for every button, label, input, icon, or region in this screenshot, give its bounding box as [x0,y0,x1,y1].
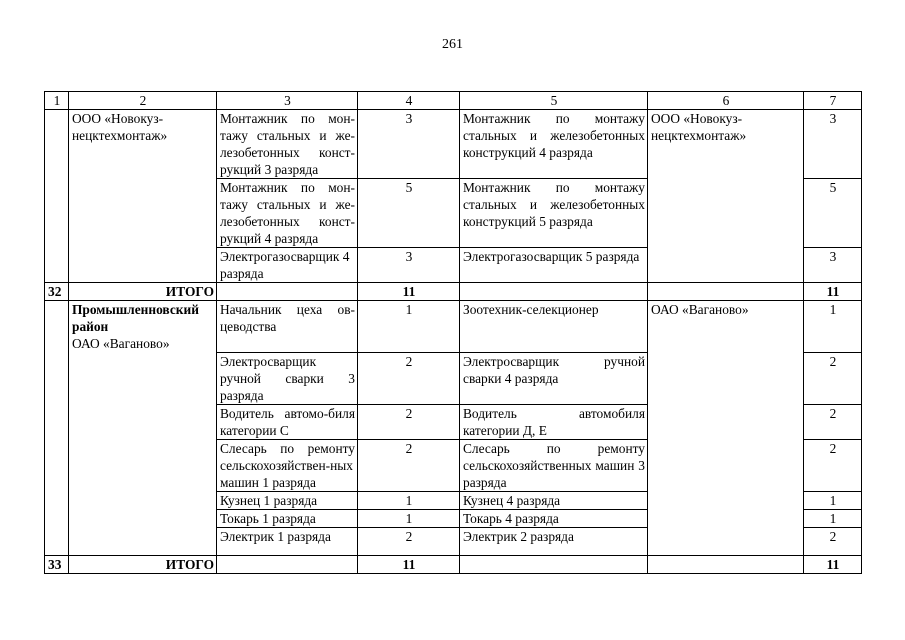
empty-cell [648,283,804,301]
empty-cell [460,556,648,574]
count2-cell: 2 [804,353,862,405]
column-header: 6 [648,92,804,110]
count2-cell: 2 [804,528,862,556]
total-count-cell: 11 [358,556,460,574]
target-profession-cell: Слесарь по ремонту сельскохозяйственных машин 3 разряда [460,440,648,492]
target-profession-cell: Монтажник по монтажу стальных и железобетонных конструкций 5 разряда [460,179,648,248]
column-header: 5 [460,92,648,110]
count-cell: 1 [358,492,460,510]
target-profession-cell: Электросварщик ручной сварки 4 разряда [460,353,648,405]
total-count2-cell: 11 [804,283,862,301]
profession-cell: Водитель автомо-биля категории С [217,405,358,440]
row-number-cell [45,110,69,283]
organization-label: ОАО «Ваганово» [72,336,170,351]
profession-cell: Электрик 1 разряда [217,528,358,556]
count2-cell: 1 [804,510,862,528]
profession-cell: Слесарь по ремонту сельскохозяйствен-ных машин 1 разряда [217,440,358,492]
count-cell: 1 [358,510,460,528]
organization-col6-cell: ООО «Новокуз-нецктехмонтаж» [648,110,804,283]
table-row [45,301,862,353]
organization-cell: ООО «Новокуз-нецктехмонтаж» [69,110,217,283]
district-label: Промышленновский район [72,302,199,334]
table-row [45,110,862,179]
profession-cell: Токарь 1 разряда [217,510,358,528]
profession-cell: Монтажник по мон-тажу стальных и же-лезобетонных конст-рукций 3 разряда [217,110,358,179]
profession-cell: Электрогазосварщик 4 разряда [217,248,358,283]
row-number-cell: 32 [45,283,69,301]
count2-cell: 3 [804,248,862,283]
total-count2-cell: 11 [804,556,862,574]
retraining-table [44,91,862,574]
count-cell: 1 [358,301,460,353]
total-count-cell: 11 [358,283,460,301]
column-header: 7 [804,92,862,110]
total-label-cell: ИТОГО [69,283,217,301]
target-profession-cell: Зоотехник-селекционер [460,301,648,353]
count-cell: 3 [358,110,460,179]
row-number-cell: 33 [45,556,69,574]
target-profession-cell: Электрогазосварщик 5 разряда [460,248,648,283]
count2-cell: 1 [804,492,862,510]
count2-cell: 5 [804,179,862,248]
profession-cell: Монтажник по мон-тажу стальных и же-лезобетонных конст-рукций 4 разряда [217,179,358,248]
organization-col6-cell: ОАО «Ваганово» [648,301,804,556]
count-cell: 2 [358,405,460,440]
target-profession-cell: Токарь 4 разряда [460,510,648,528]
count-cell: 2 [358,353,460,405]
column-header: 2 [69,92,217,110]
profession-cell: Начальник цеха ов-цеводства [217,301,358,353]
count-cell: 5 [358,179,460,248]
row-number-cell [45,301,69,556]
count2-cell: 1 [804,301,862,353]
profession-cell: Кузнец 1 разряда [217,492,358,510]
column-header: 3 [217,92,358,110]
count2-cell: 2 [804,405,862,440]
target-profession-cell: Электрик 2 разряда [460,528,648,556]
count2-cell: 2 [804,440,862,492]
column-header: 4 [358,92,460,110]
profession-cell: Электросварщик ручной сварки 3 разряда [217,353,358,405]
count-cell: 2 [358,440,460,492]
empty-cell [217,556,358,574]
target-profession-cell: Кузнец 4 разряда [460,492,648,510]
count-cell: 3 [358,248,460,283]
total-row [45,283,862,301]
target-profession-cell: Монтажник по монтажу стальных и железобетонных конструкций 4 разряда [460,110,648,179]
count-cell: 2 [358,528,460,556]
total-row [45,556,862,574]
total-label-cell: ИТОГО [69,556,217,574]
target-profession-cell: Водитель автомобиля категории Д, Е [460,405,648,440]
organization-cell [69,301,217,556]
column-number-row [45,92,862,110]
empty-cell [460,283,648,301]
empty-cell [648,556,804,574]
page-number: 261 [442,37,463,52]
column-header: 1 [45,92,69,110]
count2-cell: 3 [804,110,862,179]
empty-cell [217,283,358,301]
